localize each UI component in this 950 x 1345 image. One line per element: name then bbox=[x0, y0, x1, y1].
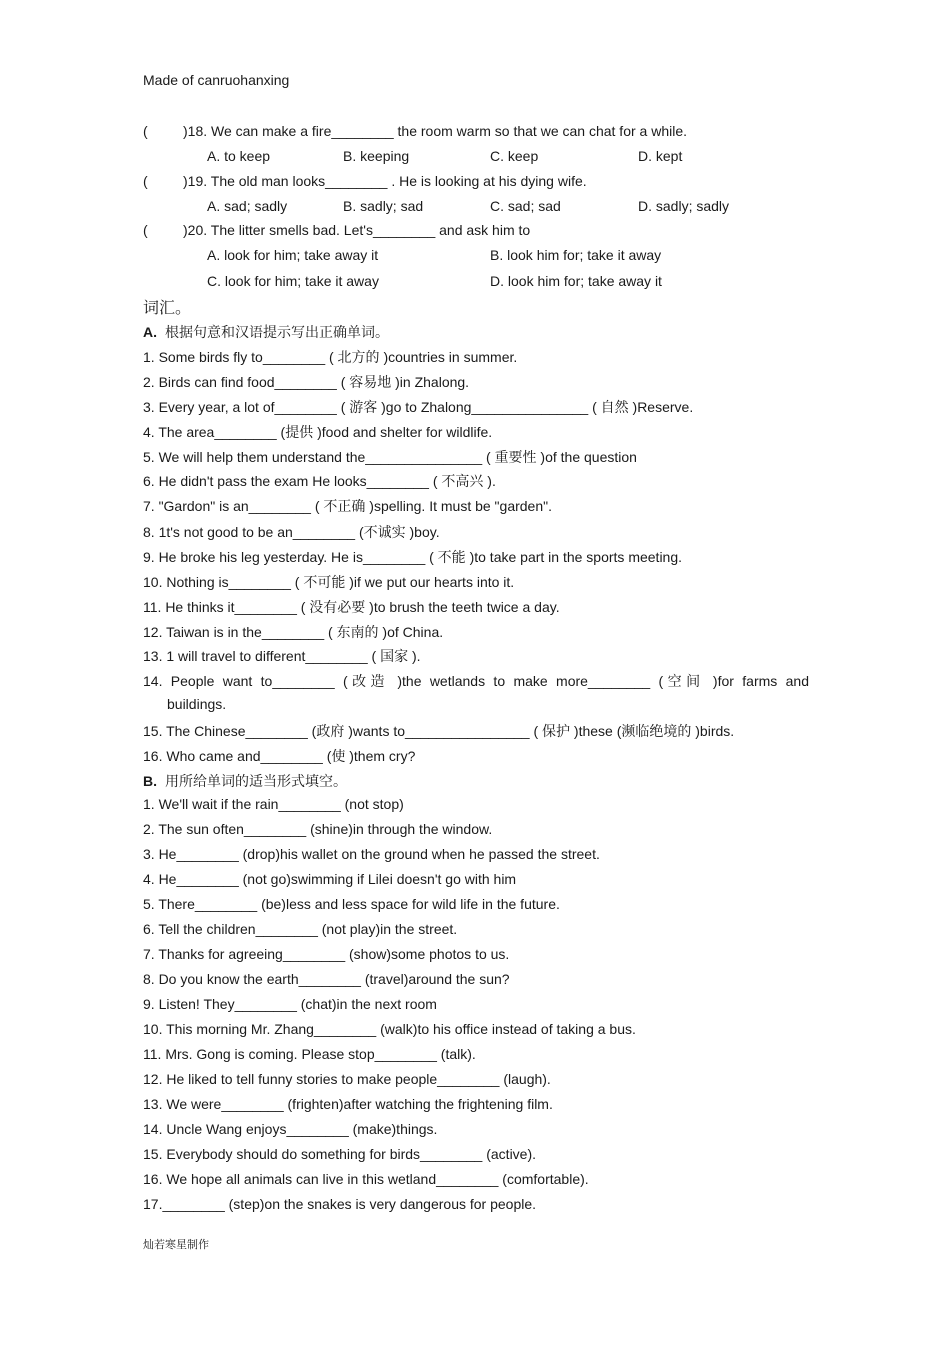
part-b-item-15: 15. Everybody should do something for birds________ (active). bbox=[143, 1146, 537, 1162]
part-b-item-4: 4. He________ (not go)swimming if Lilei doesn't go with him bbox=[143, 871, 517, 887]
part-b-label: B. bbox=[143, 773, 157, 789]
part-a-item-2: 2. Birds can find food________ ( 容易地 )in Zhalong. bbox=[143, 374, 470, 390]
answer-paren-18: ( bbox=[143, 123, 148, 139]
part-a-title: 根据句意和汉语提示写出正确单词。 bbox=[165, 324, 389, 340]
part-a-item-7: 7. "Gardon" is an________ ( 不正确 )spelling. It must be "garden". bbox=[143, 498, 552, 514]
part-a-item-13: 13. 1 will travel to different________ ( 国家 ). bbox=[143, 648, 421, 664]
part-a-item-11: 11. He thinks it________ ( 没有必要 )to brush the teeth twice a day. bbox=[143, 599, 560, 615]
part-a-item-8: 8. 1t's not good to be an________ (不诚实 )boy. bbox=[143, 524, 440, 540]
vocab-title: 词汇。 bbox=[143, 300, 192, 317]
part-b-item-2: 2. The sun often________ (shine)in through the window. bbox=[143, 821, 493, 837]
part-b-item-3: 3. He________ (drop)his wallet on the ground when he passed the street. bbox=[143, 846, 600, 862]
question-18: )18. We can make a fire________ the room warm so that we can chat for a while. bbox=[183, 123, 687, 139]
part-a-label: A. bbox=[143, 324, 157, 340]
option-18-b: B. keeping bbox=[343, 148, 410, 164]
part-b-item-13: 13. We were________ (frighten)after watching the frightening film. bbox=[143, 1096, 553, 1112]
option-18-a: A. to keep bbox=[207, 148, 271, 164]
part-b-item-9: 9. Listen! They________ (chat)in the next room bbox=[143, 996, 437, 1012]
part-b-item-14: 14. Uncle Wang enjoys________ (make)things. bbox=[143, 1121, 438, 1137]
question-19: )19. The old man looks________ . He is looking at his dying wife. bbox=[183, 173, 587, 189]
part-a-heading bbox=[143, 322, 389, 342]
part-a-item-10: 10. Nothing is________ ( 不可能 )if we put our hearts into it. bbox=[143, 574, 515, 590]
part-a-item-15: 15. The Chinese________ (政府 )wants to________________ ( 保护 )these (濒临绝境的 )birds. bbox=[143, 723, 735, 739]
answer-paren-19: ( bbox=[143, 173, 148, 189]
part-a-item-4: 4. The area________ (提供 )food and shelter for wildlife. bbox=[143, 424, 493, 440]
part-a-item-14: 14. People want to________ (改造 )the wetlands to make more________ (空间 )for farms and bbox=[143, 673, 809, 689]
option-18-c: C. keep bbox=[490, 148, 539, 164]
option-20-d: D. look him for; take away it bbox=[490, 273, 662, 289]
part-b-item-6: 6. Tell the children________ (not play)in the street. bbox=[143, 921, 458, 937]
option-19-b: B. sadly; sad bbox=[343, 198, 424, 214]
page-footer: 灿若寒星制作 bbox=[143, 1239, 209, 1251]
part-b-item-11: 11. Mrs. Gong is coming. Please stop________ (talk). bbox=[143, 1046, 476, 1062]
question-20: )20. The litter smells bad. Let's________ and ask him to bbox=[183, 222, 531, 238]
part-a-item-16: 16. Who came and________ (使 )them cry? bbox=[143, 748, 416, 764]
part-a-item-5: 5. We will help them understand the_______________ ( 重要性 )of the question bbox=[143, 449, 637, 465]
option-20-b: B. look him for; take it away bbox=[490, 247, 662, 263]
part-b-item-5: 5. There________ (be)less and less space for wild life in the future. bbox=[143, 896, 560, 912]
part-b-item-12: 12. He liked to tell funny stories to make people________ (laugh). bbox=[143, 1071, 551, 1087]
part-a-item-12: 12. Taiwan is in the________ ( 东南的 )of China. bbox=[143, 624, 444, 640]
part-b-item-17: 17.________ (step)on the snakes is very dangerous for people. bbox=[143, 1196, 537, 1212]
option-18-d: D. kept bbox=[638, 148, 683, 164]
part-b-item-8: 8. Do you know the earth________ (travel)around the sun? bbox=[143, 971, 510, 987]
part-a-item-14-cont: buildings. bbox=[167, 696, 227, 712]
option-19-c: C. sad; sad bbox=[490, 198, 561, 214]
page-header: Made of canruohanxing bbox=[143, 72, 290, 88]
part-b-item-1: 1. We'll wait if the rain________ (not stop) bbox=[143, 796, 404, 812]
option-20-c: C. look for him; take it away bbox=[207, 273, 379, 289]
part-a-item-3: 3. Every year, a lot of________ ( 游客 )go to Zhalong_______________ ( 自然 )Reserve. bbox=[143, 399, 694, 415]
option-20-a: A. look for him; take away it bbox=[207, 247, 379, 263]
part-a-item-9: 9. He broke his leg yesterday. He is________ ( 不能 )to take part in the sports meeting. bbox=[143, 549, 683, 565]
part-b-item-16: 16. We hope all animals can live in this wetland________ (comfortable). bbox=[143, 1171, 589, 1187]
option-19-d: D. sadly; sadly bbox=[638, 198, 730, 214]
option-19-a: A. sad; sadly bbox=[207, 198, 288, 214]
answer-paren-20: ( bbox=[143, 222, 148, 238]
part-a-item-1: 1. Some birds fly to________ ( 北方的 )countries in summer. bbox=[143, 349, 518, 365]
part-b-item-10: 10. This morning Mr. Zhang________ (walk)to his office instead of taking a bus. bbox=[143, 1021, 636, 1037]
part-b-heading bbox=[143, 771, 347, 791]
part-a-item-6: 6. He didn't pass the exam He looks________ ( 不高兴 ). bbox=[143, 473, 496, 489]
part-b-title: 用所给单词的适当形式填空。 bbox=[165, 773, 347, 789]
part-b-item-7: 7. Thanks for agreeing________ (show)some photos to us. bbox=[143, 946, 510, 962]
